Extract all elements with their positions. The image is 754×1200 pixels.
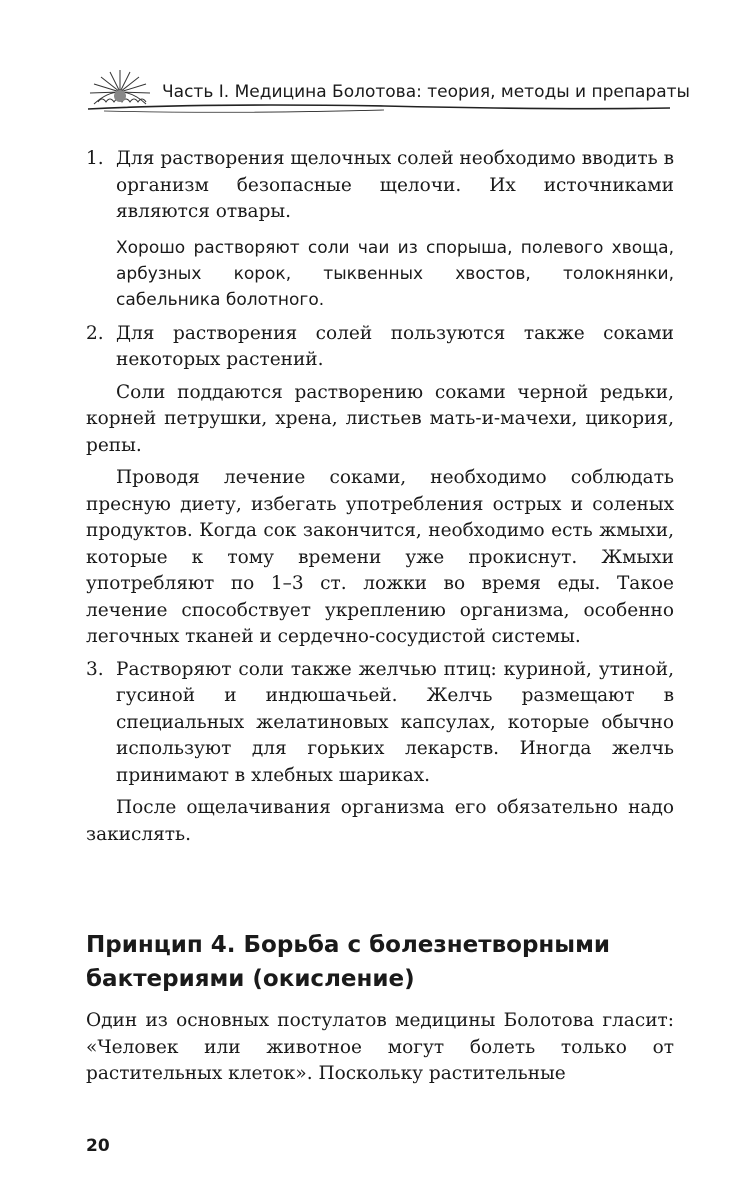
running-header [84,62,690,122]
paragraph: После ощелачивания организма его обязательно надо закислять. [86,797,674,845]
header-rule [84,102,674,116]
paragraph: Проводя лечение соками, необходимо соблюдать пресную диету, избегать употребления острых и соленых продуктов. Когда сок закончится, необходимо есть жмыхи, которые к тому времени уже прокиснут. Жмыхи употребляют по 1–3 ст. ложки во время еды. Такое лечение способствует укреплению организма, особенно легочных тканей и сердечно-сосудистой системы. [86,467,674,647]
main-text [86,146,674,848]
list-item-3 [86,657,674,790]
page-number: 20 [86,1136,110,1156]
section-paragraph: Один из основных постулатов медицины Болотова гласит: «Человек или животное могут болеть только от растительных клеток». Поскольку растительные [86,1010,674,1084]
list-item-text: Растворяют соли также желчью птиц: куриной, утиной, гусиной и индюшачьей. Желчь размещают в специальных желатиновых капсулах, которые обычно используют для горьких лекарств. Иногда желчь принимают в хлебных шариках. [116,658,674,786]
paragraph: Соли поддаются растворению соками черной редьки, корней петрушки, хрена, листьев мать-и-мачехи, цикория, репы. [86,381,674,456]
header-title: Часть I. Медицина Болотова: теория, методы и препараты [162,82,690,102]
note-paragraph: Хорошо растворяют соли чаи из спорыша, полевого хвоща, арбузных корок, тыквенных хвостов, толокнянки, сабельника болотного. [116,237,674,310]
list-number: 1. [86,148,104,169]
section-heading: Принцип 4. Борьба с болезнетворными бактериями (окисление) [86,932,611,992]
list-number: 2. [86,322,104,344]
list-number: 3. [86,658,104,680]
list-item-text: Для растворения солей пользуются также соками некоторых растений. [116,322,674,370]
list-item-1 [86,146,674,226]
list-item-text: Для растворения щелочных солей необходимо вводить в организм безопасные щелочи. Их источниками являются отвары. [116,148,674,222]
list-item-2 [86,321,674,374]
